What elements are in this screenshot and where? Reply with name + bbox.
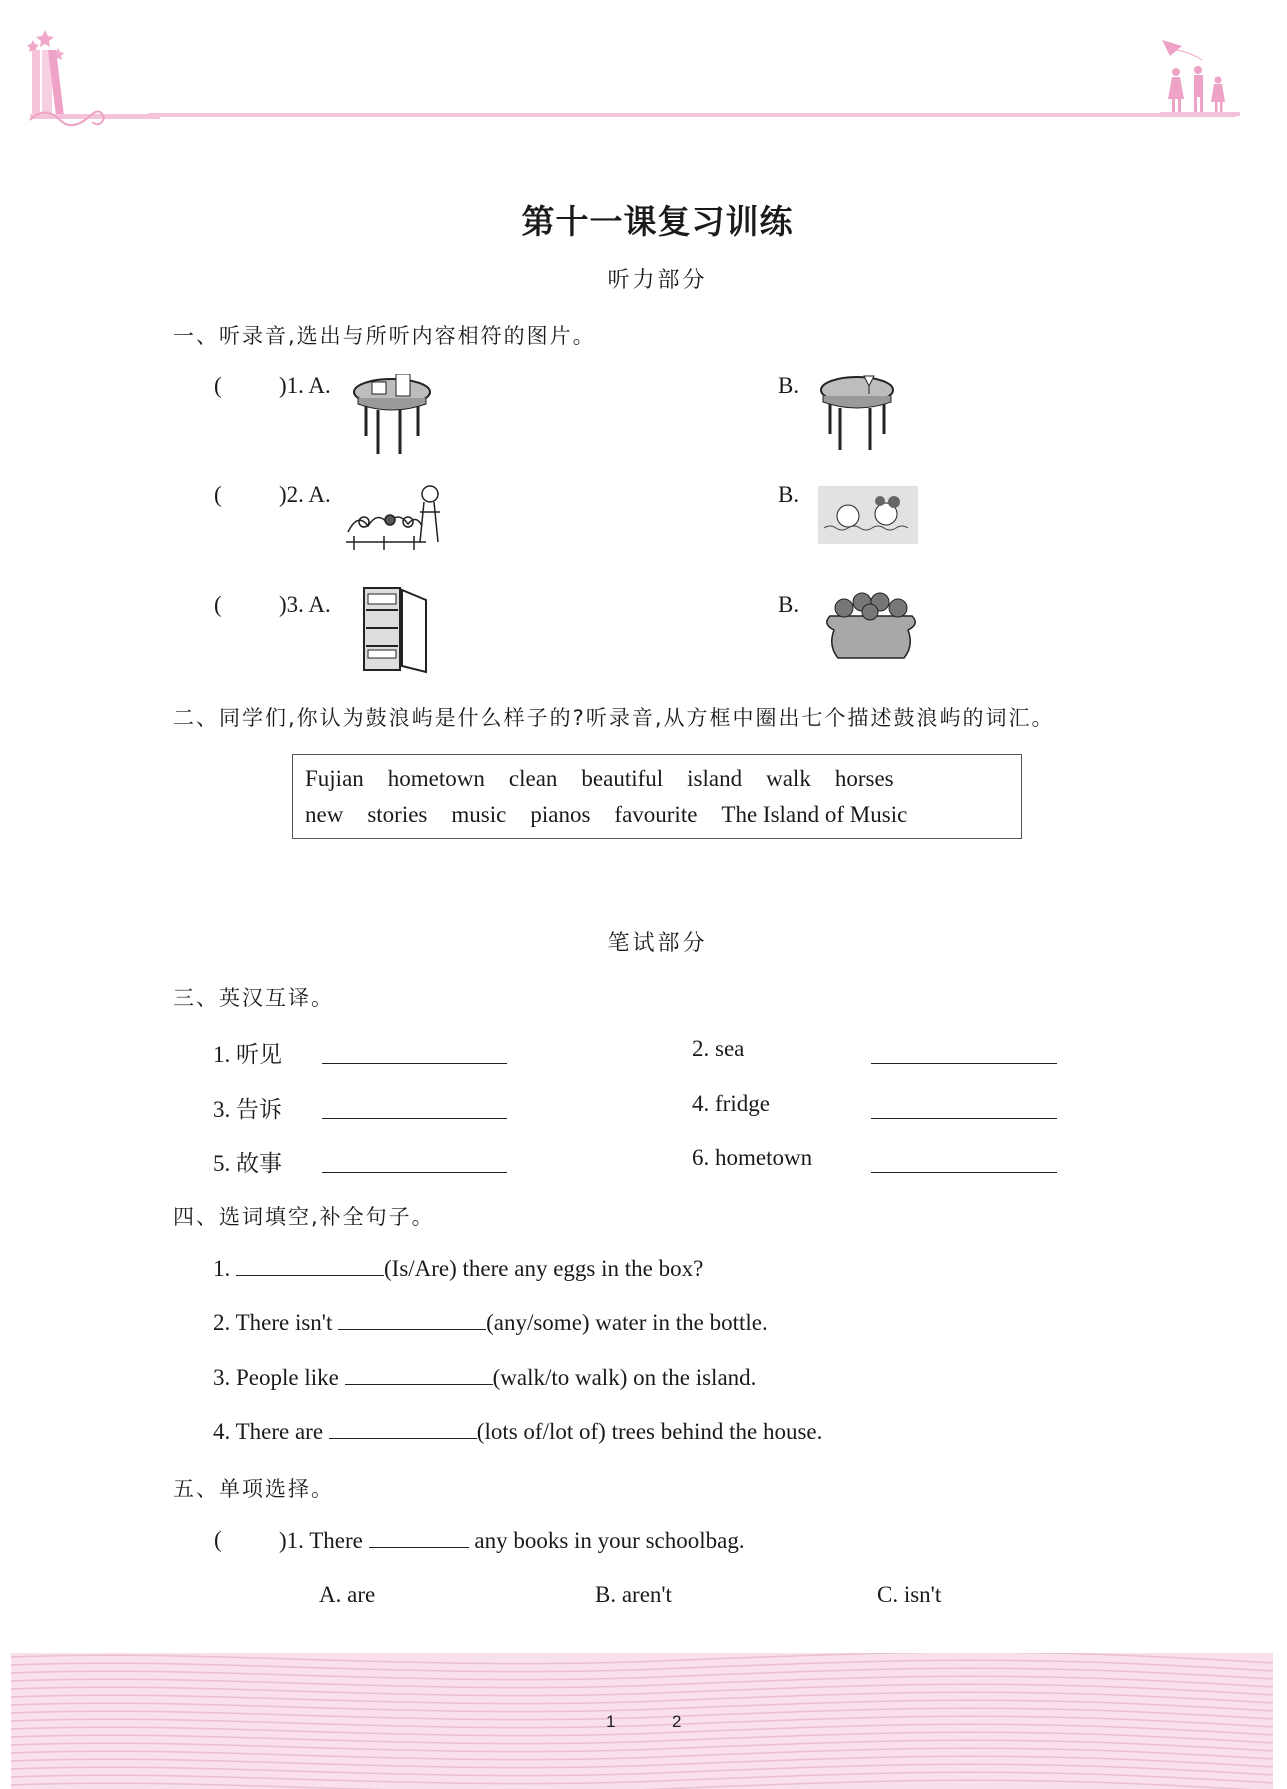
question-number: )1. A. — [279, 373, 331, 398]
answer-blank[interactable] — [236, 1255, 384, 1276]
header-rule — [148, 113, 1236, 117]
section1-instruction: 一、听录音,选出与所听内容相符的图片。 — [173, 324, 596, 348]
answer-blank[interactable] — [871, 1098, 1057, 1119]
footer-wave-pattern — [11, 1653, 1273, 1789]
answer-paren: ( — [214, 373, 222, 398]
answer-blank[interactable] — [871, 1152, 1057, 1173]
question-number: )2. A. — [279, 482, 331, 507]
children-swimming-image — [818, 486, 918, 544]
sack-of-vegetables-image — [822, 586, 920, 660]
answer-paren: ( — [214, 1527, 222, 1552]
word-option[interactable]: island — [687, 766, 743, 791]
word-option[interactable]: music — [451, 802, 507, 827]
section4-instruction: 四、选词填空,补全句子。 — [173, 1205, 435, 1229]
option-b-label: B. — [778, 482, 800, 507]
answer-blank[interactable] — [338, 1309, 486, 1330]
translation-item-6: 6. hometown — [692, 1145, 813, 1170]
answer-blank[interactable] — [345, 1364, 493, 1385]
word-option[interactable]: The Island of Music — [721, 802, 908, 827]
sentence-start: 1. — [213, 1256, 236, 1281]
sentence-end: (Is/Are) there any eggs in the box? — [384, 1256, 704, 1281]
section2-instruction: 二、同学们,你认为鼓浪屿是什么样子的?听录音,从方框中圈出七个描述鼓浪屿的词汇。 — [173, 706, 1055, 730]
choice-question-1 — [279, 1527, 745, 1554]
question-start: )1. There — [279, 1528, 369, 1553]
fill-sentence-4 — [213, 1418, 822, 1445]
word-box-row-2 — [305, 802, 907, 828]
word-box-row-1 — [305, 766, 918, 792]
open-fridge-image — [362, 586, 430, 674]
sentence-end: (walk/to walk) on the island. — [492, 1365, 757, 1390]
word-option[interactable]: favourite — [614, 802, 698, 827]
page-number-left: 1 — [606, 1712, 616, 1731]
option-a[interactable]: A. are — [319, 1582, 376, 1607]
question-end: any books in your schoolbag. — [468, 1528, 745, 1553]
option-b-label: B. — [778, 373, 800, 398]
writing-heading: 笔试部分 — [607, 931, 708, 956]
sentence-start: 2. There isn't — [213, 1310, 339, 1335]
answer-blank[interactable] — [329, 1418, 477, 1439]
sentence-start: 3. People like — [213, 1365, 345, 1390]
word-option[interactable]: clean — [508, 766, 558, 791]
table-with-bread-and-milk-image — [352, 374, 432, 456]
question-number: )3. A. — [279, 592, 331, 617]
word-option[interactable]: new — [305, 802, 344, 827]
section3-instruction: 三、英汉互译。 — [173, 986, 334, 1010]
page-title: 第十一课复习训练 — [521, 202, 794, 241]
word-box — [292, 754, 1022, 839]
word-option[interactable]: hometown — [387, 766, 485, 791]
word-option[interactable]: stories — [367, 802, 428, 827]
section5-instruction: 五、单项选择。 — [173, 1477, 334, 1501]
sentence-end: (any/some) water in the bottle. — [486, 1310, 768, 1335]
sentence-start: 4. There are — [213, 1419, 329, 1444]
footer-wave-band — [11, 1653, 1273, 1789]
word-option[interactable]: Fujian — [305, 766, 364, 791]
answer-blank[interactable] — [322, 1043, 507, 1064]
teacher-and-students-image — [344, 482, 464, 554]
word-option[interactable]: horses — [834, 766, 894, 791]
answer-paren: ( — [214, 592, 222, 617]
fill-sentence-3 — [213, 1364, 756, 1391]
fill-sentence-2 — [213, 1309, 768, 1336]
answer-blank[interactable] — [369, 1527, 469, 1548]
option-b-label: B. — [778, 592, 800, 617]
answer-blank[interactable] — [322, 1152, 507, 1173]
translation-item-2: 2. sea — [692, 1036, 745, 1061]
answer-blank[interactable] — [871, 1043, 1057, 1064]
sentence-end: (lots of/lot of) trees behind the house. — [476, 1419, 823, 1444]
header-books-ornament — [20, 20, 160, 135]
page-number-right: 2 — [672, 1712, 682, 1731]
fill-sentence-1 — [213, 1255, 703, 1282]
translation-item-1: 1. 听见 — [213, 1042, 282, 1067]
word-option[interactable]: walk — [766, 766, 811, 791]
option-b[interactable]: B. aren't — [595, 1582, 672, 1607]
answer-blank[interactable] — [322, 1098, 507, 1119]
word-option[interactable]: pianos — [530, 802, 591, 827]
table-with-food-and-glass-image — [818, 372, 896, 452]
word-option[interactable]: beautiful — [581, 766, 664, 791]
answer-paren: ( — [214, 482, 222, 507]
translation-item-4: 4. fridge — [692, 1091, 770, 1116]
option-c[interactable]: C. isn't — [877, 1582, 942, 1607]
translation-item-5: 5. 故事 — [213, 1151, 282, 1176]
header-children-kite-ornament — [1160, 38, 1240, 118]
translation-item-3: 3. 告诉 — [213, 1097, 282, 1122]
listening-heading: 听力部分 — [607, 268, 708, 293]
